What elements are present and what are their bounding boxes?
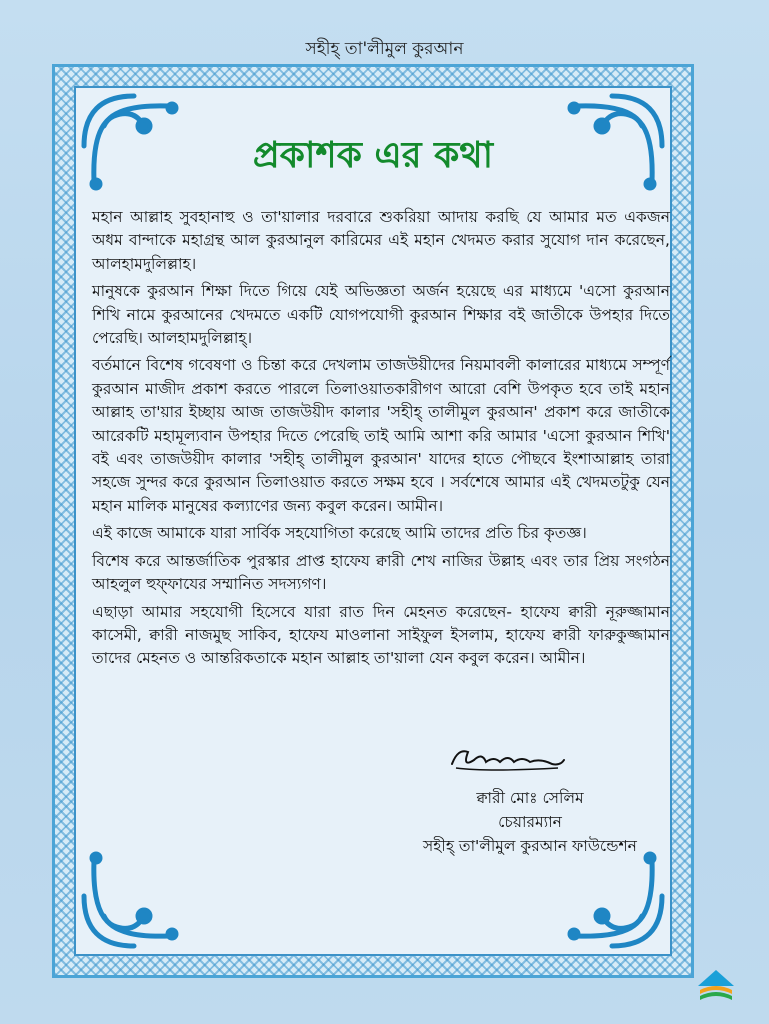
- paragraph: মানুষকে কুরআন শিক্ষা দিতে গিয়ে যেই অভিজ্ঞতা অর্জন হয়েছে এর মাধ্যমে 'এসো কুরআন শিখি নামে কুরআনের খেদমতে একটি যোগপযোগী কুরআন শিক্ষার বই জাতীকে উপহার দিতে পেরেছি। আলহামদুলিল্লাহ্।: [92, 282, 670, 348]
- signatory-name: ক্বারী মোঃ সেলিম: [476, 789, 584, 807]
- corner-ornament-bottom-left-icon: [74, 846, 184, 956]
- paragraph: এই কাজে আমাকে যারা সার্বিক সহযোগিতা করেছে আমি তাদের প্রতি চির কৃতজ্ঞ।: [92, 524, 587, 543]
- publisher-logo-icon: [694, 968, 738, 1002]
- signatory-designation: চেয়ারম্যান: [498, 813, 562, 831]
- page-title: প্রকাশক এর কথা: [252, 135, 494, 176]
- handwritten-signature: [448, 738, 568, 778]
- running-header: সহীহ্ তা'লীমুল কুরআন: [305, 39, 464, 59]
- paragraph: বর্তমানে বিশেষ গবেষণা ও চিন্তা করে দেখলাম তাজউয়ীদের নিয়মাবলী কালারের মাধ্যমে সম্পূর্ণ কুরআন মাজীদ প্রকাশ করতে পারলে তিলাওয়াতকারীগণ আরো বেশি উপকৃত হবে তাই মহান আল্লাহ তা'য়ার ইচ্ছায় আজ তাজউয়ীদ কালার 'সহীহ্ তালীমুল কুরআন' প্রকাশ করে জাতীকে আরেকটি মহামূল্যবান উপহার দিতে পেরেছি তাই আমি আশা করি আমার 'এসো কুরআন শিখি' বই এবং তাজউয়ীদ কালার 'সহীহ্ তালীমুল কুরআন' যাদের হাতে পৌছবে ইংশাআল্লাহ তারা সহজে সুন্দর করে কুরআন তিলাওয়াত করতে সক্ষম হবে । সর্বশেষে আমার এই খেদমতটুকু যেন মহান মালিক মানুষের কল্যাণের জন্য কবুল করেন। আমীন।: [92, 356, 670, 515]
- corner-ornament-bottom-right-icon: [562, 846, 672, 956]
- publisher-note-body: [92, 206, 670, 675]
- paragraph: বিশেষ করে আন্তর্জাতিক পুরস্কার প্রাপ্ত হাফেয ক্বারী শেখ নাজির উল্লাহ এবং তার প্রিয় সংগঠন আহলুল হুফ্ফাযের সম্মানিত সদস্যগণ।: [92, 551, 670, 594]
- paragraph: এছাড়া আমার সহযোগী হিসেবে যারা রাত দিন মেহনত করেছেন- হাফেয ক্বারী নূরুজ্জামান কাসেমী, ক্বারী নাজমুছ সাকিব, হাফেয মাওলানা সাইফুল ইসলাম, হাফেয ক্বারী ফারুকুজ্জামান তাদের মেহনত ও আন্তরিকতাকে মহান আল্লাহ তা'য়ালা যেন কবুল করেন। আমীন।: [92, 602, 670, 668]
- paragraph: মহান আল্লাহ সুবহানাহু ও তা'য়ালার দরবারে শুকরিয়া আদায় করছি যে আমার মত একজন অধম বান্দাকে মহাগ্রন্থ আল কুরআনুল কারিমের এই মহান খেদমত করার সুযোগ দান করেছেন, আলহামদুলিল্লাহ।: [92, 208, 670, 273]
- signature-block: [400, 786, 660, 858]
- signatory-organization: সহীহ্ তা'লীমুল কুরআন ফাউন্ডেশন: [423, 837, 637, 855]
